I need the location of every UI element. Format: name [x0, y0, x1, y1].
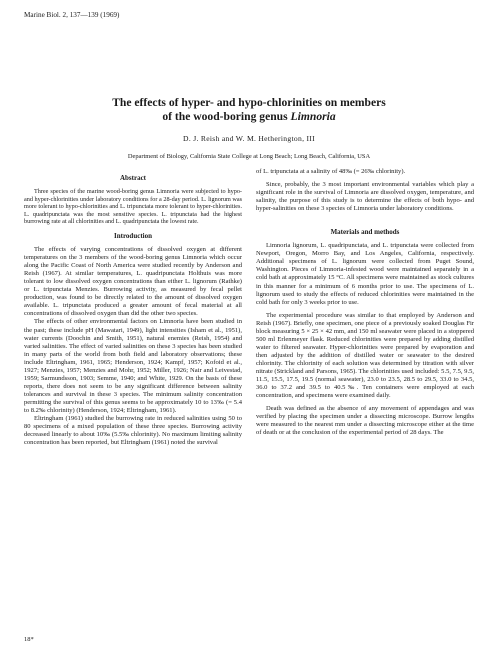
introduction-heading: Introduction: [114, 232, 152, 241]
intro-paragraph-1: The effects of varying concentrations of dissolved oxygen at different temperatures on the 3 members of the wood-boring genus Limnoria which occur along the Pacific Coast of North America were studied recently by Anderson and Reish (1967). At similar temperatures, L. quadripunctata Holthuis was more tolerant to low dissolved oxygen concentrations than either L. lignorum (Rathke) or L. tripunctata Menzies. Burrowing activity, as measured by fecal pellet production, was found to be directly related to the amount of dissolved oxygen available. L. tripunctata produced a greater amount of fecal material at all concentrations of dissolved oxygen than did the other two species.: [24, 246, 242, 318]
abstract-text: Three species of the marine wood-boring genus Limnoria were subjected to hypo- and hyper-chlorinities under laboratory conditions for a 28-day period. L. lignorum was more tolerant to hypo-chlorinities and L. tripunctata more tolerant to hyper-chlorinities. L. quadripunctata was the most sensitive species. L. tripunctata had the highest burrowing rate at all chlorinities and L. quadripunctata the lowest rate.: [24, 188, 242, 226]
continued-paragraph: of L. tripunctata at a salinity of 48‰ (= 26‰ chlorinity).: [256, 168, 406, 175]
affiliation: Department of Biology, California State College at Long Beach; Long Beach, California, USA: [127, 153, 371, 160]
intro-paragraph-2: The effects of other environmental factors on Limnoria have been studied in the past; these include pH (Mawatari, 1949), light intensities (Isham et al., 1951), water currents (Doochin and Smith, 1951), natural enemies (Reish, 1954) and varied salinities. The effect of varied salinities on these 3 species has been studied in many parts of the world from both field and laboratory observations; these include Eltringham, 1961, 1965; Henderson, 1924; Kampf, 1957; Kofoid et al., 1927; Menzies, 1957; Menzies and Mohr, 1952; Miller, 1926; Nair and Leivestad, 1959; Sarmundsson, 1903; Semme, 1940; and White, 1929. On the basis of these reports, there does not seem to be any significant difference between salinity tolerances and survival in these 3 species. The minimum salinity concentration permitting the survival of this genus seems to be approximately 10 to 13‰ (= 5.4 to 8.2‰ chlorinity) (Henderson, 1924; Eltringham, 1961).: [24, 318, 242, 414]
footer-mark: 18*: [24, 636, 34, 643]
methods-heading: Materials and methods: [330, 228, 400, 237]
intro-paragraph-3: Eltringham (1961) studied the burrowing rate in reduced salinities using 50 to 80 specimens of a mixed population of these three species. Burrowing activity decreased linearly to about 10‰ (5.5‰ chlorinity). No maximum limiting salinity concentration has been reported, but Eltringham (1961) noted the survival: [24, 415, 242, 447]
abstract-heading: Abstract: [119, 174, 147, 182]
purpose-paragraph: Since, probably, the 3 most important environmental variables which play a significant role in the survival of Limnoria are dissolved oxygen, temperature, and salinity, the purpose of this study is to determine the effects of both hypo- and hyper-salinities on these 3 species of Limnoria under laboratory conditions.: [256, 181, 474, 213]
journal-reference: Marine Biol. 2, 137—139 (1969): [24, 11, 120, 19]
title-genus: Limnoria: [290, 110, 336, 123]
methods-paragraph-3: Death was defined as the absence of any movement of appendages and was verified by placing the specimen under a dissecting microscope. Burrow lengths were measured to the nearest mm under a dissecting microscope either at the time of death or at the conclusion of the experimental period of 28 days. The: [256, 405, 474, 437]
methods-paragraph-1: Limnoria lignorum, L. quadripunctata, and L. tripunctata were collected from Newport, Oregon, Morro Bay, and Los Angeles, California, respectively. Additional specimens of L. lignorum were collected from Puget Sound, Washington. Pieces of Limnoria-infested wood were maintained separately in a cold bath at approximately 15 °C. All specimens were maintained as stock cultures in this manner for a minimum of 6 months prior to use. The specimens of L. lignorum used to study the effects of reduced chlorinities were maintained in the cold bath for only 3 weeks prior to use.: [256, 242, 474, 306]
title-block: [40, 96, 458, 160]
title-line-2-prefix: of the wood-boring genus: [162, 110, 291, 123]
right-column: [256, 168, 474, 437]
title-line-1: The effects of hyper- and hypo-chlorinities on members: [112, 96, 386, 109]
authors: D. J. Reish and W. M. Hetherington, III: [183, 134, 315, 143]
left-column: [24, 168, 242, 447]
article-title: [40, 96, 458, 124]
abstract: [24, 188, 242, 226]
methods-paragraph-2: The experimental procedure was similar to that employed by Anderson and Reish (1967). Briefly, one specimen, one piece of a previously soaked Douglas Fir block measuring 5 × 25 × 42 mm, and 150 ml seawater were placed in a stoppered 500 ml Erlenmeyer flask. Reduced chlorinities were prepared by adding distilled water to filtered seawater. Hyper-chlorinities were prepared by evaporation and then adjusted by the addition of distilled water or seawater to the desired chlorinity. The chlorinity of each solution was determined by titration with silver nitrate (Strickland and Parsons, 1965). The chlorinities used included: 5.5, 7.5, 9.5, 11.5, 15.5, 17.5, 19.5 (normal seawater), 23.0 to 23.5, 28.5 to 29.5, 33.0 to 34.5, 36.0 to 37.2 and 39.5 to 40.5‰. Ten containers were employed at each concentration, and specimens were examined daily.: [256, 311, 474, 400]
